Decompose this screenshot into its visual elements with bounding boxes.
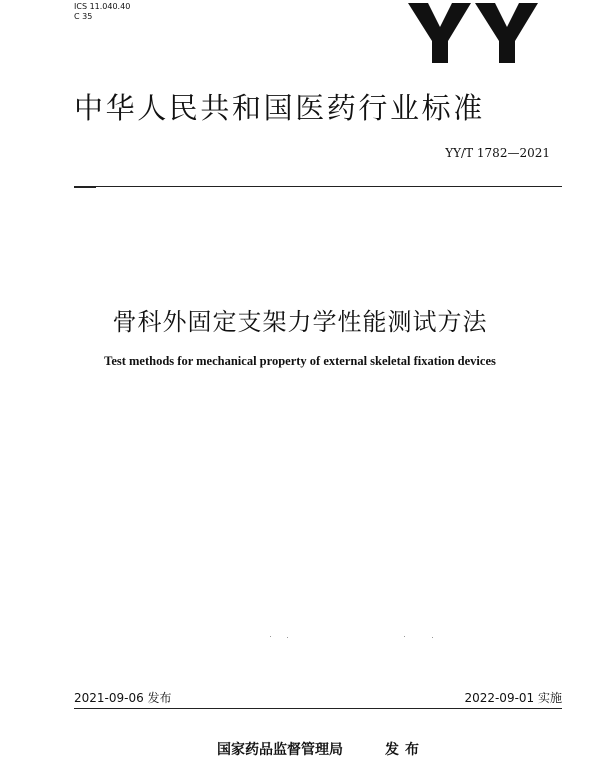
implement-date: 2022-09-01 实施 (464, 691, 562, 705)
publish-date: 2021-09-06 发布 (74, 691, 172, 705)
header-divider (74, 186, 562, 187)
scan-speck (270, 636, 271, 637)
issuing-authority: 国家药品监督管理局 (217, 742, 343, 758)
header-divider-accent (74, 186, 96, 188)
ics-code: ICS 11.040.40 (74, 2, 131, 11)
yy-logo (408, 3, 538, 63)
issue-label: 发布 (385, 742, 425, 758)
document-title-en: Test methods for mechanical property of external skeletal fixation devices (104, 354, 496, 368)
organization-title: 中华人民共和国医药行业标准 (74, 91, 485, 125)
document-title-cn: 骨科外固定支架力学性能测试方法 (112, 308, 488, 336)
scan-speck (432, 637, 433, 638)
logo-text: YY (473, 33, 475, 34)
classification-codes (74, 2, 130, 22)
scan-speck (404, 636, 405, 637)
scan-speck (287, 637, 288, 638)
standard-number: YY/T 1782—2021 (445, 146, 550, 160)
footer-divider (74, 708, 562, 709)
ccs-code: C 35 (74, 12, 93, 21)
